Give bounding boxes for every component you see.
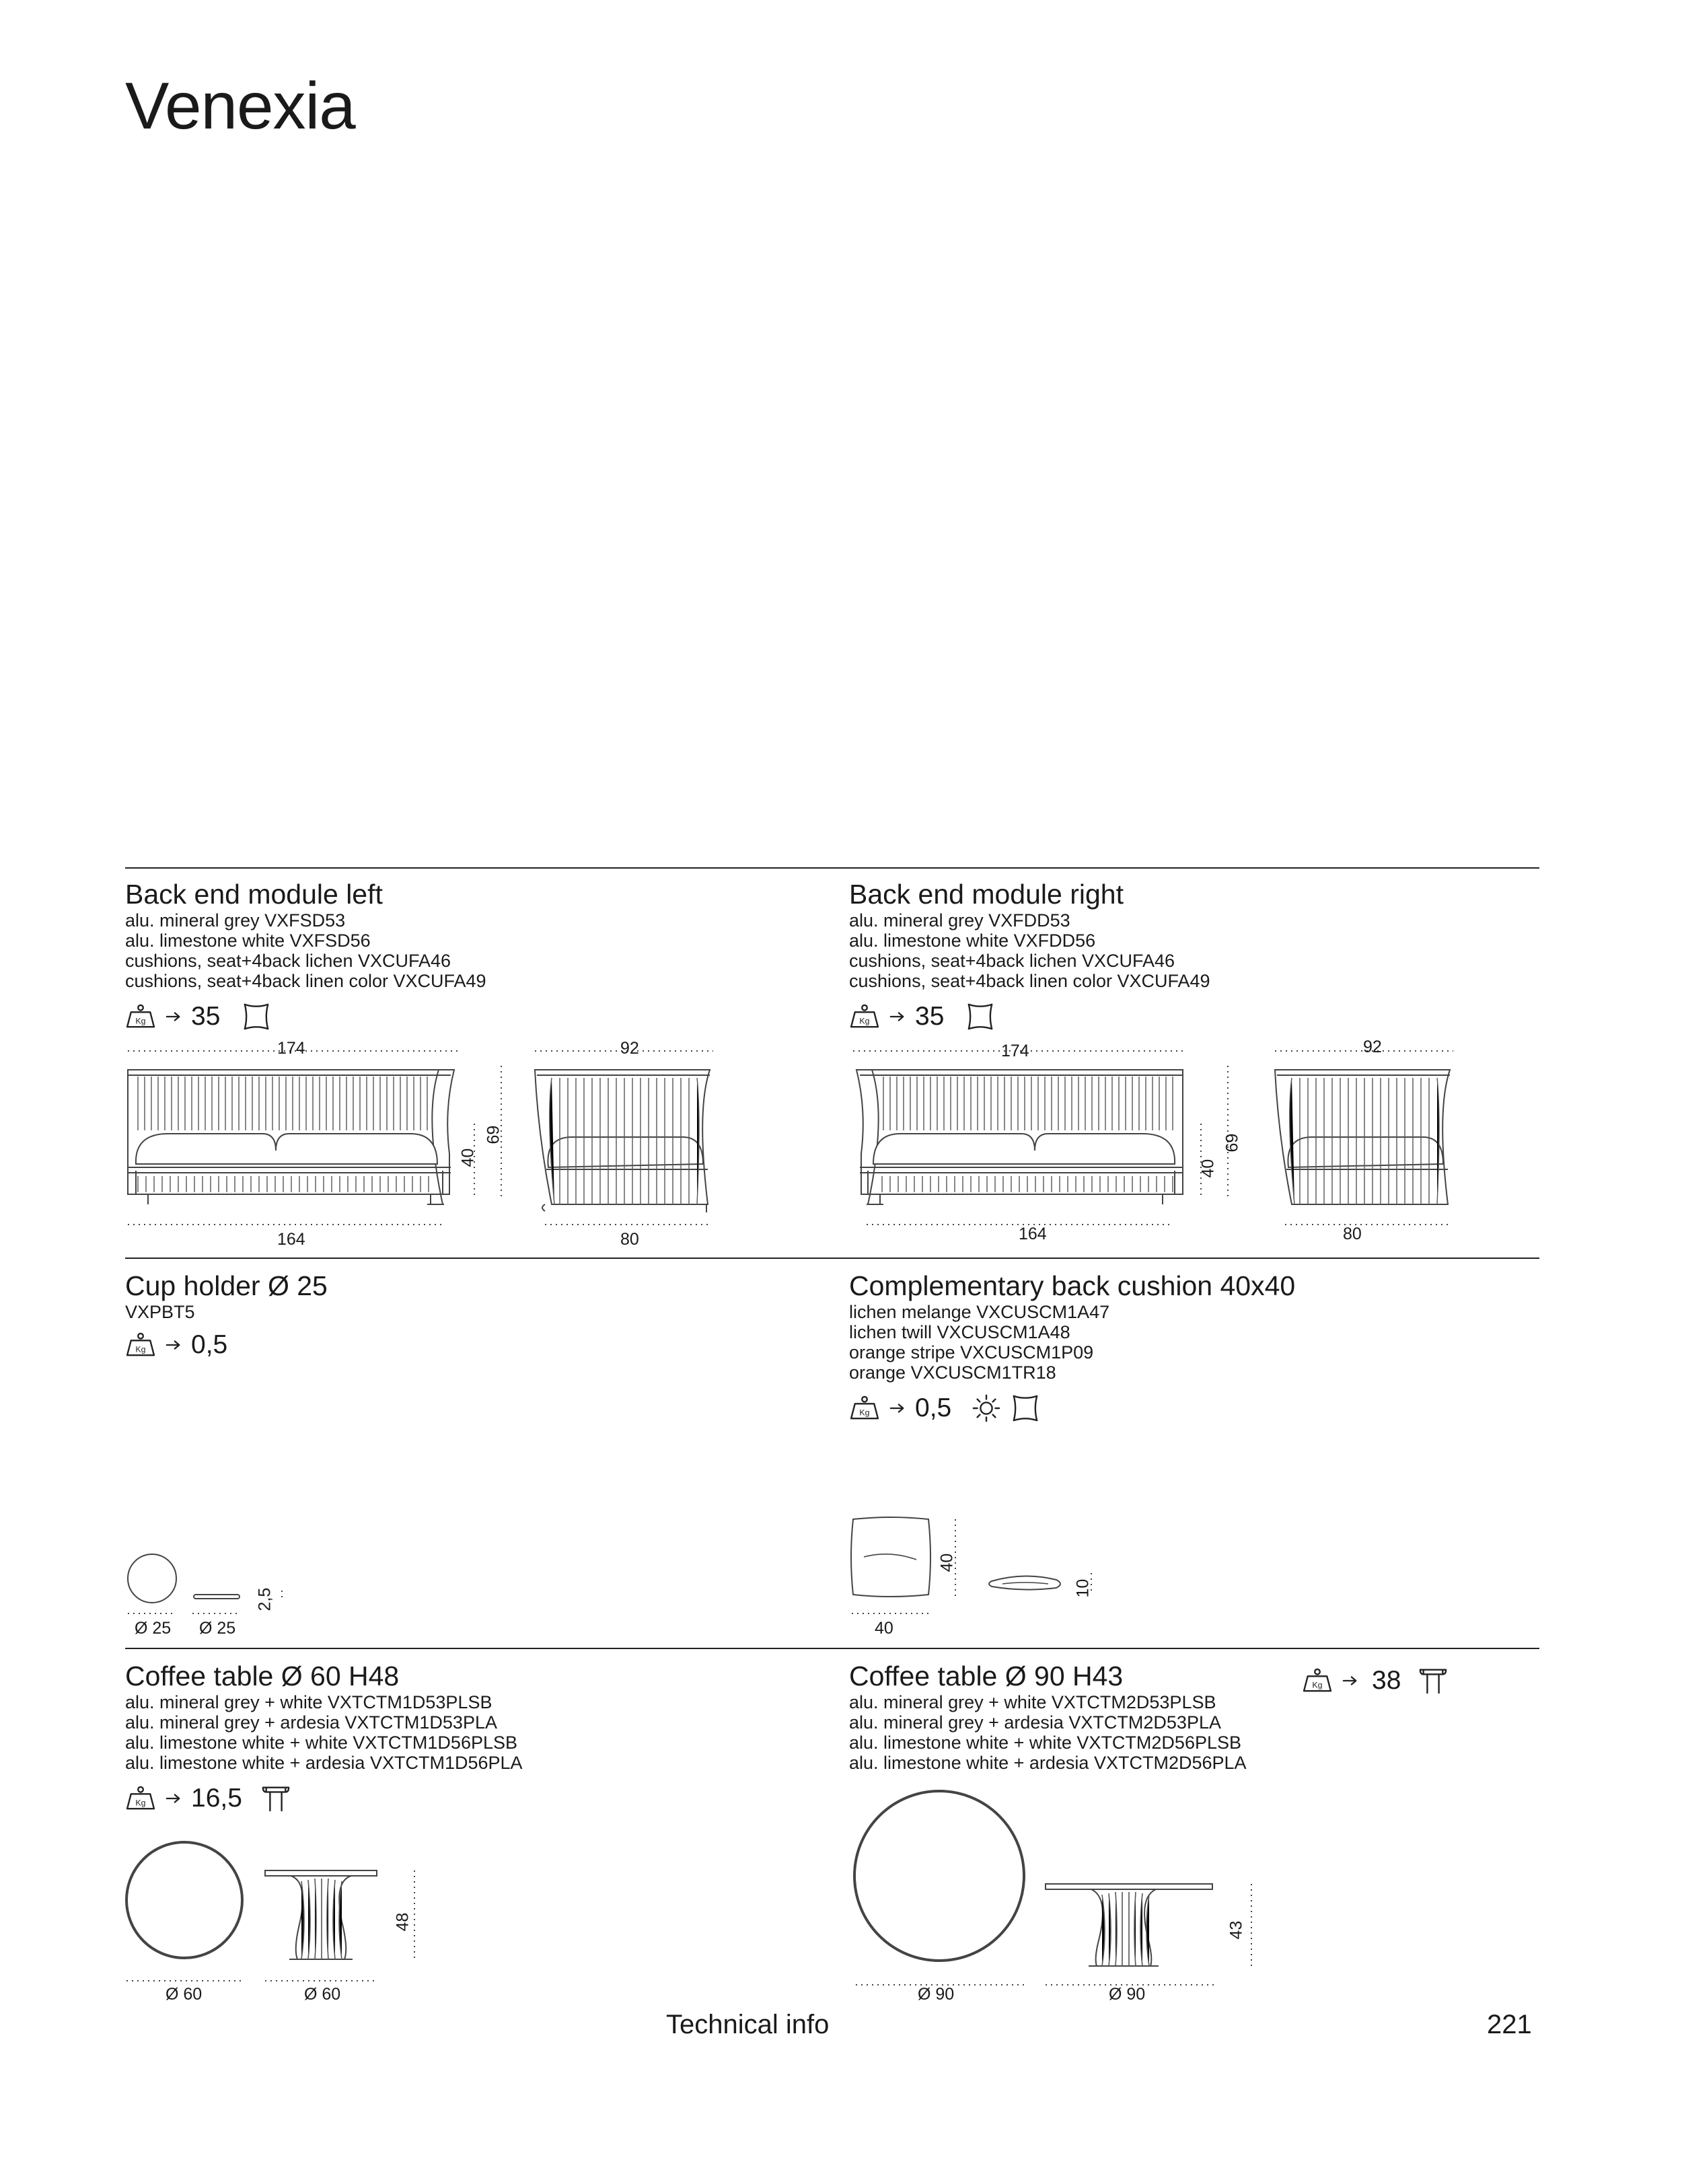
dim-height: 40 [937, 1553, 957, 1572]
arrow-right-icon [889, 1402, 906, 1415]
section-title: Back end module right [849, 879, 1124, 910]
product-code: orange stripe VXCUSCM1P09 [849, 1342, 1094, 1363]
section-back-end-module-left [125, 879, 486, 1031]
section-title: Back end module left [125, 879, 383, 910]
cushion-icon [965, 1002, 995, 1031]
dim-top-diameter: Ø 25 [135, 1619, 172, 1638]
dim-height: 2,5 [255, 1587, 275, 1611]
back-cushion-drawing [849, 1514, 1105, 1622]
product-codes [849, 910, 1210, 991]
product-code: alu. mineral grey + ardesia VXTCTM2D53PLA [849, 1712, 1221, 1733]
weight-value: 35 [915, 1002, 945, 1031]
sofa-front-drawing [121, 1036, 471, 1238]
weight-value: 0,5 [191, 1330, 228, 1360]
product-codes [125, 910, 486, 991]
section-coffee-table-60 [125, 1661, 523, 1813]
product-code: alu. mineral grey VXFDD53 [849, 910, 1070, 931]
weight-value: 35 [191, 1002, 221, 1031]
dim-top-diameter: Ø 60 [166, 1985, 203, 2004]
weight-kg-icon [125, 1786, 156, 1811]
dim-height: 48 [393, 1912, 412, 1932]
dim-width: 40 [875, 1619, 893, 1638]
weight-value: 0,5 [915, 1393, 952, 1423]
footer-label: Technical info [666, 2010, 830, 2039]
arrow-right-icon [166, 1010, 182, 1023]
dim-total-height: 69 [484, 1125, 503, 1144]
product-code: alu. mineral grey VXFSD53 [125, 910, 346, 931]
product-code: alu. mineral grey + white VXTCTM1D53PLSB [125, 1692, 492, 1713]
product-code: orange VXCUSCM1TR18 [849, 1362, 1056, 1383]
sofa-side-drawing [1272, 1036, 1460, 1238]
product-code: alu. mineral grey + white VXTCTM2D53PLSB [849, 1692, 1216, 1713]
product-code: alu. limestone white VXFDD56 [849, 931, 1096, 951]
sofa-side-drawing [532, 1036, 720, 1238]
spec-row [125, 1002, 486, 1031]
product-code: VXPBT5 [125, 1302, 195, 1323]
divider [125, 867, 1539, 869]
divider [125, 1258, 1539, 1259]
dim-side-depth-bottom: 80 [620, 1230, 639, 1249]
spec-row [125, 1784, 523, 1813]
section-title: Coffee table Ø 60 H48 [125, 1661, 400, 1691]
spec-row [125, 1330, 328, 1360]
product-code: cushions, seat+4back lichen VXCUFA46 [125, 951, 451, 972]
arrow-right-icon [1342, 1674, 1358, 1687]
section-title: Coffee table Ø 90 H43 [849, 1661, 1124, 1691]
section-cup-holder [125, 1270, 328, 1360]
dim-side-depth-top: 92 [620, 1039, 639, 1058]
arrow-right-icon [889, 1010, 906, 1023]
dim-width-top: 174 [277, 1039, 305, 1058]
weight-kg-icon [125, 1004, 156, 1029]
arrow-right-icon [166, 1792, 182, 1805]
product-code: alu. limestone white + white VXTCTM1D56PLSB [125, 1733, 518, 1753]
spec-row [849, 1002, 1210, 1031]
section-coffee-table-90 [849, 1661, 1247, 1773]
page-title: Venexia [125, 69, 355, 143]
product-code: alu. limestone white VXFSD56 [125, 931, 371, 951]
section-title: Complementary back cushion 40x40 [849, 1270, 1296, 1301]
coffee-table-90-drawing [849, 1790, 1280, 1992]
product-codes [849, 1302, 1295, 1383]
weight-value: 16,5 [191, 1784, 242, 1813]
dim-width-bottom: 164 [1019, 1225, 1047, 1243]
dim-total-height: 69 [1222, 1133, 1242, 1153]
product-code: cushions, seat+4back lichen VXCUFA46 [849, 951, 1175, 972]
product-code: alu. limestone white + ardesia VXTCTM2D56PLA [849, 1753, 1247, 1774]
dim-side-diameter: Ø 60 [304, 1985, 341, 2004]
product-codes [849, 1692, 1247, 1773]
dim-side-depth-bottom: 80 [1343, 1225, 1362, 1243]
sun-icon [972, 1393, 1001, 1423]
product-codes [125, 1302, 328, 1322]
coffee-table-60-drawing [125, 1841, 435, 1996]
dim-seat-height: 40 [458, 1148, 478, 1167]
weight-kg-icon [1302, 1668, 1333, 1694]
dim-height: 43 [1227, 1920, 1246, 1940]
dim-side-diameter: Ø 25 [199, 1619, 236, 1638]
dim-side-diameter: Ø 90 [1109, 1985, 1146, 2004]
sofa-front-drawing [846, 1036, 1196, 1238]
spec-row [1302, 1666, 1448, 1696]
cushion-icon [1011, 1393, 1040, 1423]
cushion-icon [242, 1002, 271, 1031]
section-back-end-module-right [849, 879, 1210, 1031]
spec-row [849, 1393, 1295, 1423]
product-code: alu. mineral grey + ardesia VXTCTM1D53PLA [125, 1712, 497, 1733]
product-code: alu. limestone white + white VXTCTM2D56PLSB [849, 1733, 1242, 1753]
product-code: lichen twill VXCUSCM1A48 [849, 1322, 1070, 1343]
product-code: cushions, seat+4back linen color VXCUFA49 [125, 971, 486, 992]
product-code: cushions, seat+4back linen color VXCUFA49 [849, 971, 1210, 992]
divider [125, 1648, 1539, 1649]
section-back-cushion [849, 1270, 1295, 1423]
table-icon [1418, 1666, 1448, 1696]
weight-kg-icon [849, 1004, 880, 1029]
product-code: lichen melange VXCUSCM1A47 [849, 1302, 1110, 1323]
page-number: 221 [1487, 2010, 1532, 2039]
table-icon [261, 1784, 291, 1813]
section-title: Cup holder Ø 25 [125, 1270, 328, 1301]
dim-thickness: 10 [1073, 1578, 1093, 1598]
dim-top-diameter: Ø 90 [918, 1985, 955, 2004]
dim-width-bottom: 164 [277, 1230, 305, 1249]
dim-width-top: 174 [1001, 1042, 1029, 1060]
weight-kg-icon [125, 1332, 156, 1358]
weight-kg-icon [849, 1395, 880, 1421]
product-codes [125, 1692, 523, 1773]
dim-side-depth-top: 92 [1363, 1038, 1382, 1056]
weight-value: 38 [1372, 1666, 1401, 1695]
arrow-right-icon [166, 1338, 182, 1352]
dim-seat-height: 40 [1198, 1159, 1218, 1178]
product-code: alu. limestone white + ardesia VXTCTM1D56PLA [125, 1753, 523, 1774]
